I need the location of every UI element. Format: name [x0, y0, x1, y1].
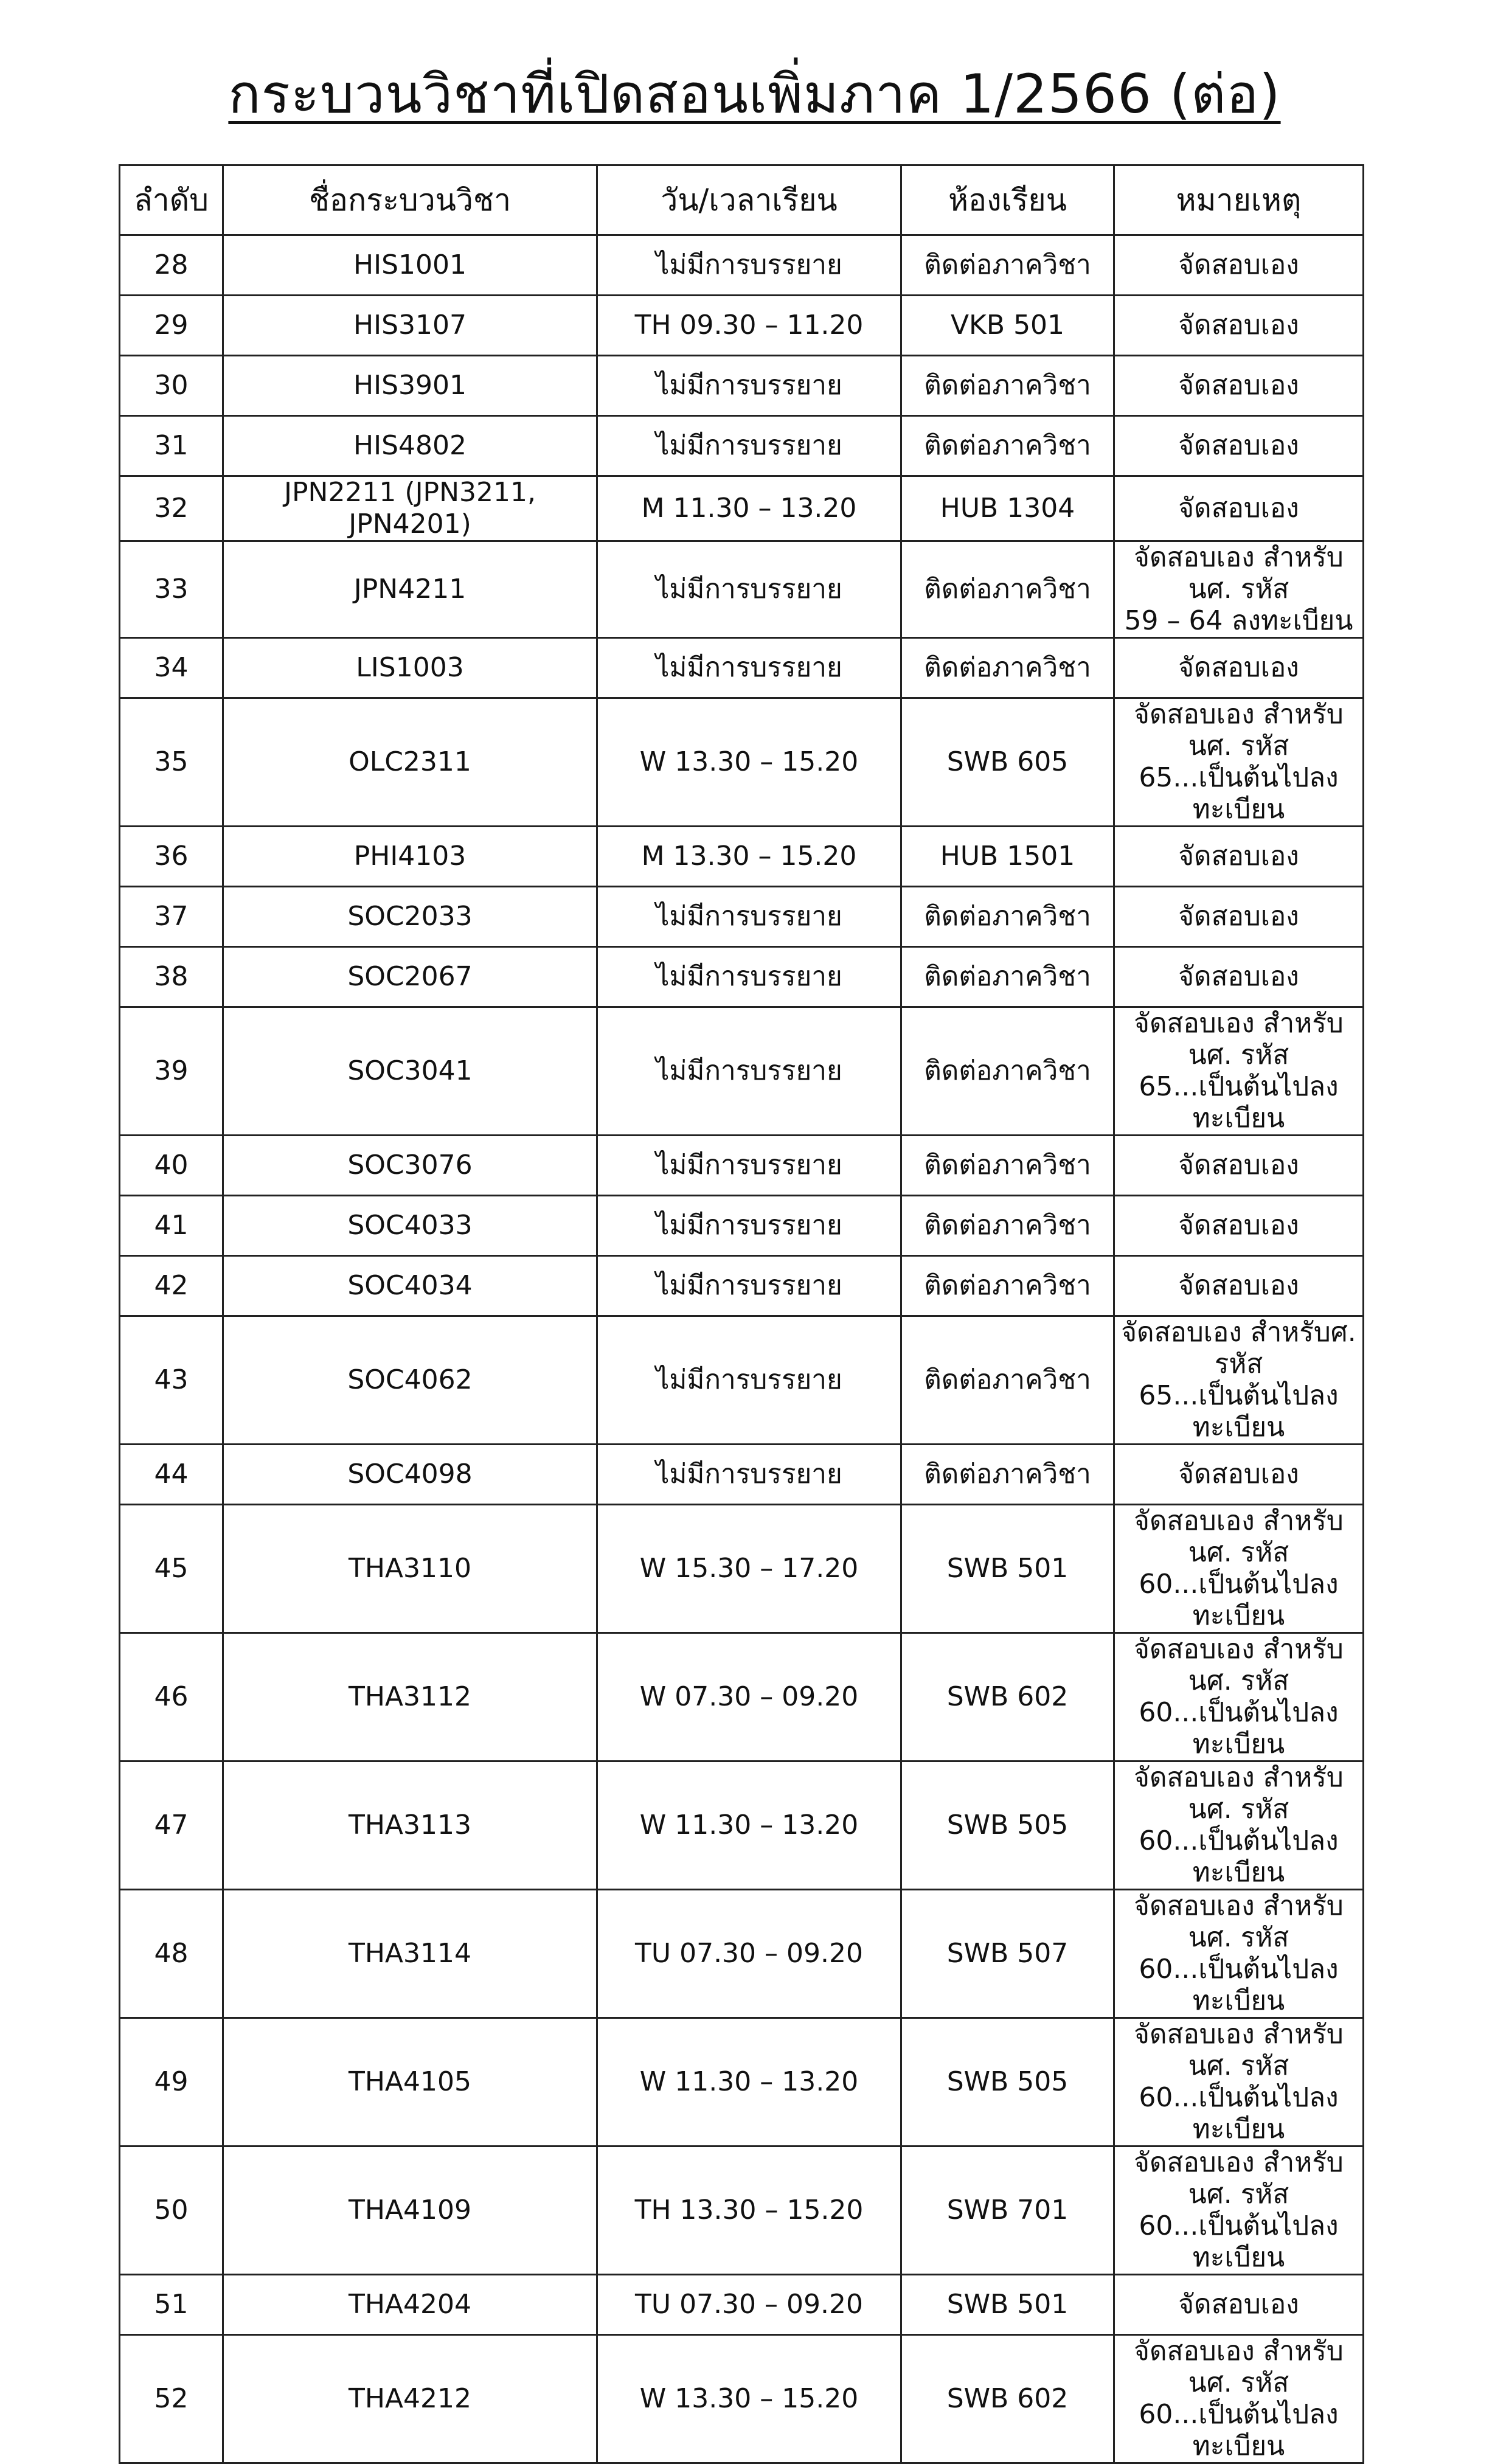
note-line: 65...เป็นต้นไปลงทะเบียน	[1139, 1071, 1339, 1134]
cell-course: THA4105	[223, 2018, 597, 2146]
cell-course: HIS1001	[223, 235, 597, 296]
cell-no: 36	[120, 827, 223, 887]
note-line: 60...เป็นต้นไปลงทะเบียน	[1139, 2399, 1339, 2462]
cell-no: 32	[120, 476, 223, 541]
note-line: 59 – 64 ลงทะเบียน	[1124, 605, 1353, 636]
cell-no: 50	[120, 2146, 223, 2275]
cell-room: SWB 505	[901, 2018, 1114, 2146]
table-row	[120, 1316, 1364, 1445]
note-line: จัดสอบเอง	[1178, 430, 1299, 461]
cell-room: HUB 1501	[901, 827, 1114, 887]
header-note: หมายเหตุ	[1114, 165, 1364, 235]
note-line: 60...เป็นต้นไปลงทะเบียน	[1139, 1697, 1339, 1760]
cell-room: VKB 501	[901, 296, 1114, 356]
cell-room: SWB 501	[901, 1505, 1114, 1633]
cell-time: ไม่มีการบรรยาย	[597, 1136, 901, 1196]
table-row	[120, 1007, 1364, 1136]
table-row	[120, 1890, 1364, 2018]
table-row	[120, 827, 1364, 887]
cell-time: W 11.30 – 13.20	[597, 1761, 901, 1890]
cell-time: ไม่มีการบรรยาย	[597, 356, 901, 416]
table-row	[120, 1761, 1364, 1890]
cell-course: THA4109	[223, 2146, 597, 2275]
cell-no: 38	[120, 947, 223, 1007]
cell-no: 29	[120, 296, 223, 356]
cell-no: 49	[120, 2018, 223, 2146]
cell-note	[1114, 1256, 1364, 1316]
cell-note	[1114, 698, 1364, 827]
cell-course: THA3114	[223, 1890, 597, 2018]
table-row	[120, 1445, 1364, 1505]
cell-note	[1114, 356, 1364, 416]
cell-course: HIS3901	[223, 356, 597, 416]
note-line: จัดสอบเอง สำหรับนศ. รหัส	[1134, 1762, 1344, 1825]
page-title-text: กระบวนวิชาที่เปิดสอนเพิ่มภาค 1/2566 (ต่อ)	[228, 63, 1281, 125]
table-row	[120, 2018, 1364, 2146]
cell-time: TU 07.30 – 09.20	[597, 1890, 901, 2018]
cell-note	[1114, 827, 1364, 887]
cell-note	[1114, 887, 1364, 947]
table-row	[120, 296, 1364, 356]
header-time: วัน/เวลาเรียน	[597, 165, 901, 235]
cell-time: ไม่มีการบรรยาย	[597, 416, 901, 476]
cell-room: ติดต่อภาควิชา	[901, 541, 1114, 638]
cell-no: 41	[120, 1196, 223, 1256]
cell-note	[1114, 235, 1364, 296]
cell-no: 33	[120, 541, 223, 638]
note-line: 60...เป็นต้นไปลงทะเบียน	[1139, 2210, 1339, 2273]
cell-time: ไม่มีการบรรยาย	[597, 1445, 901, 1505]
cell-course: LIS1003	[223, 638, 597, 698]
note-line: จัดสอบเอง	[1178, 1210, 1299, 1241]
table-row	[120, 416, 1364, 476]
note-line: จัดสอบเอง สำหรับนศ. รหัส	[1134, 1505, 1344, 1568]
cell-note	[1114, 1633, 1364, 1761]
note-line: จัดสอบเอง	[1178, 901, 1299, 932]
cell-time: W 11.30 – 13.20	[597, 2018, 901, 2146]
cell-note	[1114, 296, 1364, 356]
note-line: จัดสอบเอง	[1178, 493, 1299, 524]
cell-room: ติดต่อภาควิชา	[901, 947, 1114, 1007]
table-row	[120, 698, 1364, 827]
note-line: จัดสอบเอง สำหรับนศ. รหัส	[1134, 2147, 1344, 2210]
cell-time: ไม่มีการบรรยาย	[597, 887, 901, 947]
table-row	[120, 947, 1364, 1007]
cell-note	[1114, 1007, 1364, 1136]
note-line: 60...เป็นต้นไปลงทะเบียน	[1139, 2082, 1339, 2145]
note-line: จัดสอบเอง สำหรับนศ. รหัส	[1134, 1634, 1344, 1696]
cell-course: SOC2033	[223, 887, 597, 947]
cell-course: SOC4062	[223, 1316, 597, 1445]
table-row	[120, 2335, 1364, 2463]
cell-time: TH 13.30 – 15.20	[597, 2146, 901, 2275]
cell-note	[1114, 1136, 1364, 1196]
cell-no: 42	[120, 1256, 223, 1316]
cell-room: SWB 701	[901, 2146, 1114, 2275]
cell-room: ติดต่อภาควิชา	[901, 638, 1114, 698]
cell-note	[1114, 541, 1364, 638]
cell-room: ติดต่อภาควิชา	[901, 235, 1114, 296]
table-row	[120, 887, 1364, 947]
cell-course: THA3112	[223, 1633, 597, 1761]
cell-no: 51	[120, 2275, 223, 2335]
cell-room: ติดต่อภาควิชา	[901, 1136, 1114, 1196]
cell-course: SOC3076	[223, 1136, 597, 1196]
cell-time: W 13.30 – 15.20	[597, 698, 901, 827]
cell-no: 43	[120, 1316, 223, 1445]
note-line: จัดสอบเอง สำหรับนศ. รหัส	[1134, 2336, 1344, 2398]
cell-time: ไม่มีการบรรยาย	[597, 235, 901, 296]
cell-note	[1114, 2275, 1364, 2335]
cell-no: 39	[120, 1007, 223, 1136]
note-line: 60...เป็นต้นไปลงทะเบียน	[1139, 1954, 1339, 2016]
cell-time: W 07.30 – 09.20	[597, 1633, 901, 1761]
cell-note	[1114, 1505, 1364, 1633]
cell-time: ไม่มีการบรรยาย	[597, 638, 901, 698]
table-body	[120, 235, 1364, 2463]
cell-course: SOC4098	[223, 1445, 597, 1505]
cell-no: 52	[120, 2335, 223, 2463]
cell-note	[1114, 2335, 1364, 2463]
cell-room: ติดต่อภาควิชา	[901, 1445, 1114, 1505]
cell-room: SWB 605	[901, 698, 1114, 827]
cell-time: W 13.30 – 15.20	[597, 2335, 901, 2463]
cell-time: M 13.30 – 15.20	[597, 827, 901, 887]
cell-course: THA3113	[223, 1761, 597, 1890]
cell-room: ติดต่อภาควิชา	[901, 416, 1114, 476]
cell-time: M 11.30 – 13.20	[597, 476, 901, 541]
cell-note	[1114, 947, 1364, 1007]
table-row	[120, 1136, 1364, 1196]
cell-time: ไม่มีการบรรยาย	[597, 1007, 901, 1136]
cell-course: THA3110	[223, 1505, 597, 1633]
table-row	[120, 476, 1364, 541]
cell-no: 28	[120, 235, 223, 296]
cell-note	[1114, 1196, 1364, 1256]
cell-time: W 15.30 – 17.20	[597, 1505, 901, 1633]
cell-course: SOC3041	[223, 1007, 597, 1136]
cell-no: 31	[120, 416, 223, 476]
cell-course: HIS3107	[223, 296, 597, 356]
cell-room: SWB 505	[901, 1761, 1114, 1890]
cell-course: JPN2211 (JPN3211, JPN4201)	[223, 476, 597, 541]
note-line: จัดสอบเอง สำหรับนศ. รหัส	[1134, 1890, 1344, 1953]
cell-time: ไม่มีการบรรยาย	[597, 947, 901, 1007]
page-title	[0, 58, 1509, 131]
cell-room: SWB 602	[901, 1633, 1114, 1761]
table-row	[120, 1505, 1364, 1633]
table-row	[120, 1256, 1364, 1316]
table-row	[120, 1196, 1364, 1256]
cell-course: SOC2067	[223, 947, 597, 1007]
note-line: จัดสอบเอง	[1178, 310, 1299, 341]
cell-course: JPN4211	[223, 541, 597, 638]
table-row	[120, 638, 1364, 698]
note-line: จัดสอบเอง	[1178, 1150, 1299, 1181]
note-line: จัดสอบเอง	[1178, 961, 1299, 992]
cell-time: ไม่มีการบรรยาย	[597, 541, 901, 638]
cell-no: 44	[120, 1445, 223, 1505]
header-course: ชื่อกระบวนวิชา	[223, 165, 597, 235]
note-line: จัดสอบเอง	[1178, 1270, 1299, 1301]
note-line: จัดสอบเอง สำหรับนศ. รหัส	[1134, 699, 1344, 762]
cell-room: ติดต่อภาควิชา	[901, 1256, 1114, 1316]
cell-note	[1114, 416, 1364, 476]
cell-room: ติดต่อภาควิชา	[901, 1196, 1114, 1256]
cell-course: PHI4103	[223, 827, 597, 887]
note-line: จัดสอบเอง	[1178, 370, 1299, 401]
table-row	[120, 2146, 1364, 2275]
cell-course: THA4204	[223, 2275, 597, 2335]
cell-no: 40	[120, 1136, 223, 1196]
table-row	[120, 356, 1364, 416]
cell-no: 48	[120, 1890, 223, 2018]
cell-room: ติดต่อภาควิชา	[901, 887, 1114, 947]
cell-note	[1114, 1316, 1364, 1445]
table-row	[120, 1633, 1364, 1761]
cell-room: ติดต่อภาควิชา	[901, 356, 1114, 416]
header-room: ห้องเรียน	[901, 165, 1114, 235]
note-line: จัดสอบเอง สำหรับนศ. รหัส	[1134, 542, 1344, 605]
note-line: จัดสอบเอง	[1178, 652, 1299, 683]
cell-time: ไม่มีการบรรยาย	[597, 1316, 901, 1445]
table-row	[120, 541, 1364, 638]
cell-room: SWB 602	[901, 2335, 1114, 2463]
cell-time: ไม่มีการบรรยาย	[597, 1196, 901, 1256]
cell-room: SWB 507	[901, 1890, 1114, 2018]
cell-room: SWB 501	[901, 2275, 1114, 2335]
cell-no: 35	[120, 698, 223, 827]
cell-course: SOC4034	[223, 1256, 597, 1316]
cell-note	[1114, 638, 1364, 698]
cell-time: TH 09.30 – 11.20	[597, 296, 901, 356]
cell-no: 34	[120, 638, 223, 698]
cell-course: HIS4802	[223, 416, 597, 476]
cell-no: 46	[120, 1633, 223, 1761]
header-no: ลำดับ	[120, 165, 223, 235]
cell-note	[1114, 1890, 1364, 2018]
note-line: 60...เป็นต้นไปลงทะเบียน	[1139, 1569, 1339, 1631]
cell-course: OLC2311	[223, 698, 597, 827]
note-line: จัดสอบเอง สำหรับนศ. รหัส	[1134, 1008, 1344, 1071]
table-row	[120, 235, 1364, 296]
cell-no: 45	[120, 1505, 223, 1633]
cell-no: 47	[120, 1761, 223, 1890]
cell-room: ติดต่อภาควิชา	[901, 1316, 1114, 1445]
cell-note	[1114, 1445, 1364, 1505]
note-line: จัดสอบเอง สำหรับนศ. รหัส	[1134, 2019, 1344, 2081]
cell-note	[1114, 2018, 1364, 2146]
cell-no: 30	[120, 356, 223, 416]
note-line: จัดสอบเอง	[1178, 841, 1299, 872]
table-header-row	[120, 165, 1364, 235]
note-line: 65...เป็นต้นไปลงทะเบียน	[1139, 762, 1339, 825]
note-line: 60...เป็นต้นไปลงทะเบียน	[1139, 1825, 1339, 1888]
cell-room: ติดต่อภาควิชา	[901, 1007, 1114, 1136]
cell-course: THA4212	[223, 2335, 597, 2463]
cell-no: 37	[120, 887, 223, 947]
cell-note	[1114, 1761, 1364, 1890]
note-line: จัดสอบเอง	[1178, 1459, 1299, 1490]
course-schedule-table	[119, 164, 1364, 2464]
note-line: จัดสอบเอง สำหรับศ. รหัส	[1121, 1317, 1356, 1379]
cell-note	[1114, 476, 1364, 541]
cell-time: TU 07.30 – 09.20	[597, 2275, 901, 2335]
table-row	[120, 2275, 1364, 2335]
cell-course: SOC4033	[223, 1196, 597, 1256]
note-line: จัดสอบเอง	[1178, 2289, 1299, 2320]
note-line: 65...เป็นต้นไปลงทะเบียน	[1139, 1380, 1339, 1443]
cell-room: HUB 1304	[901, 476, 1114, 541]
note-line: จัดสอบเอง	[1178, 249, 1299, 280]
cell-note	[1114, 2146, 1364, 2275]
cell-time: ไม่มีการบรรยาย	[597, 1256, 901, 1316]
